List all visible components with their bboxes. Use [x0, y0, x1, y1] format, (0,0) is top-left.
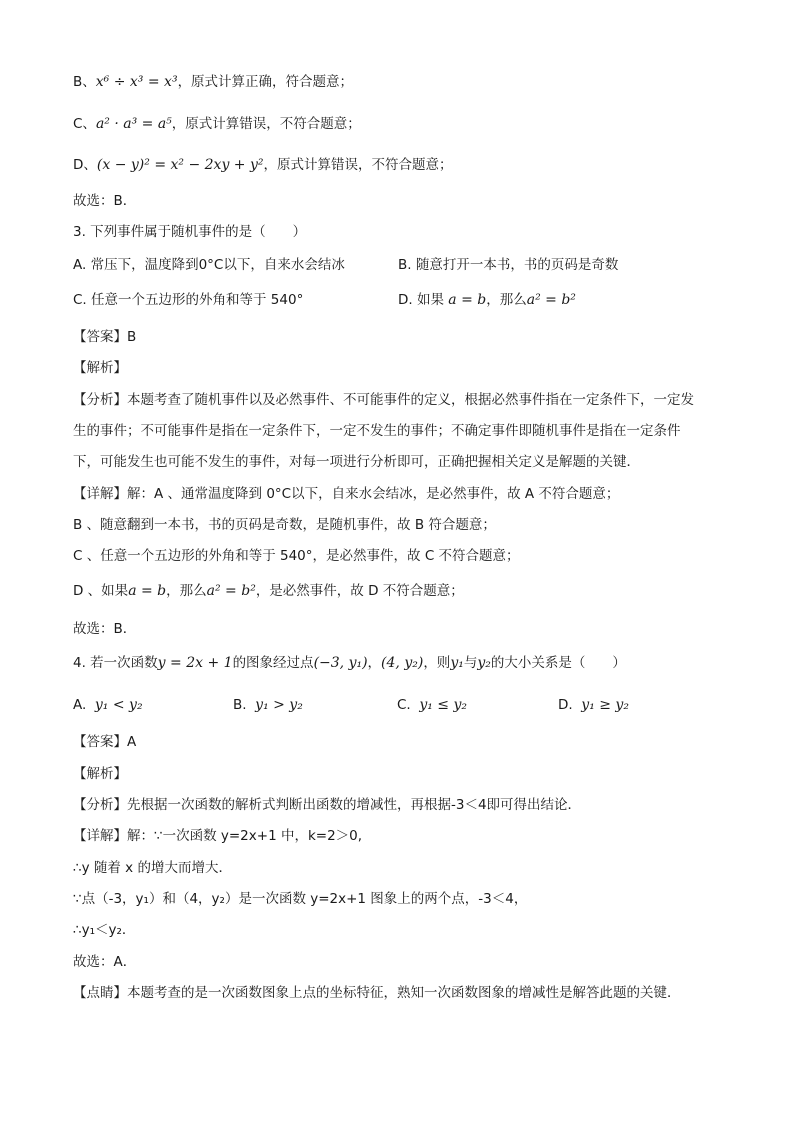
prev-d-text: ，原式计算错误，不符合题意；	[263, 157, 453, 173]
q3-detail-4-mid: ，那么	[166, 583, 207, 599]
q3-option-b: B. 随意打开一本书，书的页码是奇数	[398, 257, 619, 273]
q4-stem-math-4: y₁	[450, 655, 464, 671]
q3-d-math2: a² = b²	[526, 292, 576, 308]
q3-detail-line-3: C 、任意一个五边形的外角和等于 540°，是必然事件，故 C 不符合题意；	[73, 548, 520, 564]
q3-option-d	[398, 290, 576, 310]
q3-d-math1: a = b	[448, 292, 487, 308]
prev-b-text: ，原式计算正确，符合题意；	[177, 74, 354, 90]
q4-stem-math-1: y = 2x + 1	[157, 655, 233, 671]
q3-detail-4-math1: a = b	[128, 583, 167, 599]
prev-d-label: D、	[73, 157, 97, 173]
q3-answer: 【答案】B	[73, 329, 137, 345]
q4-d-label: D.	[558, 697, 573, 713]
prev-d-math: (x − y)² = x² − 2xy + y²	[96, 157, 264, 173]
q4-b-math: y₁ > y₂	[255, 697, 303, 713]
q4-stem-math-2: (−3, y₁)	[313, 655, 368, 671]
q4-analysis-title: 【解析】	[73, 766, 127, 782]
q3-detail-line-4	[73, 581, 464, 601]
prev-c-label: C、	[73, 116, 96, 132]
q4-option-b	[233, 695, 303, 715]
q4-b-label: B.	[233, 697, 247, 713]
q4-comment: 【点睛】本题考查的是一次函数图象上点的坐标特征，熟知一次函数图象的增减性是解答此题的关键．	[73, 985, 681, 1001]
q4-stem-2: 的图象经过点	[232, 655, 314, 671]
q3-choice: 故选：B．	[73, 621, 137, 637]
q3-analysis-line-2: 生的事件；不可能事件是指在一定条件下，一定不发生的事件；不确定事件即随机事件是指在一定条件	[73, 423, 681, 439]
q4-analysis-line-1: 【分析】先根据一次函数的解析式判断出函数的增减性，再根据-3＜4即可得出结论．	[73, 797, 582, 813]
q4-detail-line-3: ∵点（-3，y₁）和（4，y₂）是一次函数 y=2x+1 图象上的两个点，-3＜4，	[73, 891, 528, 907]
q4-option-a	[73, 695, 143, 715]
q3-option-c: C. 任意一个五边形的外角和等于 540°	[73, 292, 304, 308]
q4-stem	[73, 653, 626, 673]
q4-c-label: C.	[397, 697, 411, 713]
q4-stem-math-5: y₂	[477, 655, 491, 671]
q4-stem-6: 的大小关系是（ ）	[490, 655, 626, 671]
prev-c-text: ，原式计算错误，不符合题意；	[171, 116, 361, 132]
prev-b-label: B、	[73, 74, 96, 90]
prev-option-b	[73, 72, 353, 92]
q4-stem-1: 4. 若一次函数	[73, 655, 158, 671]
q4-option-d	[558, 695, 629, 715]
q3-analysis-line-1: 【分析】本题考查了随机事件以及必然事件、不可能事件的定义，根据必然事件指在一定条件下，一定发	[73, 392, 694, 408]
prev-choice: 故选：B．	[73, 193, 137, 209]
q3-d-label: D. 如果	[398, 292, 444, 308]
q4-a-label: A.	[73, 697, 87, 713]
prev-c-math: a² · a³ = a⁵	[95, 116, 172, 132]
q4-stem-5: 与	[463, 655, 478, 671]
q4-detail-line-4: ∴y₁＜y₂．	[73, 922, 136, 938]
q4-stem-3: ，	[367, 655, 382, 671]
q4-option-c	[397, 695, 467, 715]
q3-detail-line-2: B 、随意翻到一本书，书的页码是奇数，是随机事件，故 B 符合题意；	[73, 517, 496, 533]
q4-answer: 【答案】A	[73, 734, 137, 750]
q4-detail-line-2: ∴y 随着 x 的增大而增大．	[73, 860, 232, 876]
q4-d-math: y₁ ≥ y₂	[581, 697, 629, 713]
q4-a-math: y₁ < y₂	[94, 697, 143, 713]
q3-option-a: A. 常压下，温度降到0°C以下，自来水会结冰	[73, 257, 345, 273]
prev-option-d	[73, 155, 453, 175]
q3-detail-4-label: D 、如果	[73, 583, 129, 599]
prev-option-c	[73, 114, 361, 134]
prev-b-math: x⁶ ÷ x³ = x³	[95, 74, 178, 90]
q3-detail-line-1: 【详解】解：A 、通常温度降到 0°C以下，自来水会结冰，是必然事件，故 A 不符合题意；	[73, 486, 620, 502]
q4-stem-math-3: (4, y₂)	[381, 655, 424, 671]
q3-detail-4-math2: a² = b²	[206, 583, 256, 599]
q3-d-mid: ，那么	[486, 292, 527, 308]
q4-choice: 故选：A．	[73, 954, 137, 970]
q3-detail-4-text: ，是必然事件，故 D 不符合题意；	[255, 583, 464, 599]
q3-analysis-line-3: 下，可能发生也可能不发生的事件，对每一项进行分析即可，正确把握相关定义是解题的关键．	[73, 454, 640, 470]
q4-detail-line-1: 【详解】解：∵一次函数 y=2x+1 中，k=2＞0,	[73, 828, 363, 844]
q4-stem-4: ，则	[423, 655, 451, 671]
q4-c-math: y₁ ≤ y₂	[419, 697, 467, 713]
q3-analysis-title: 【解析】	[73, 360, 127, 376]
q3-stem: 3. 下列事件属于随机事件的是（ ）	[73, 224, 307, 240]
